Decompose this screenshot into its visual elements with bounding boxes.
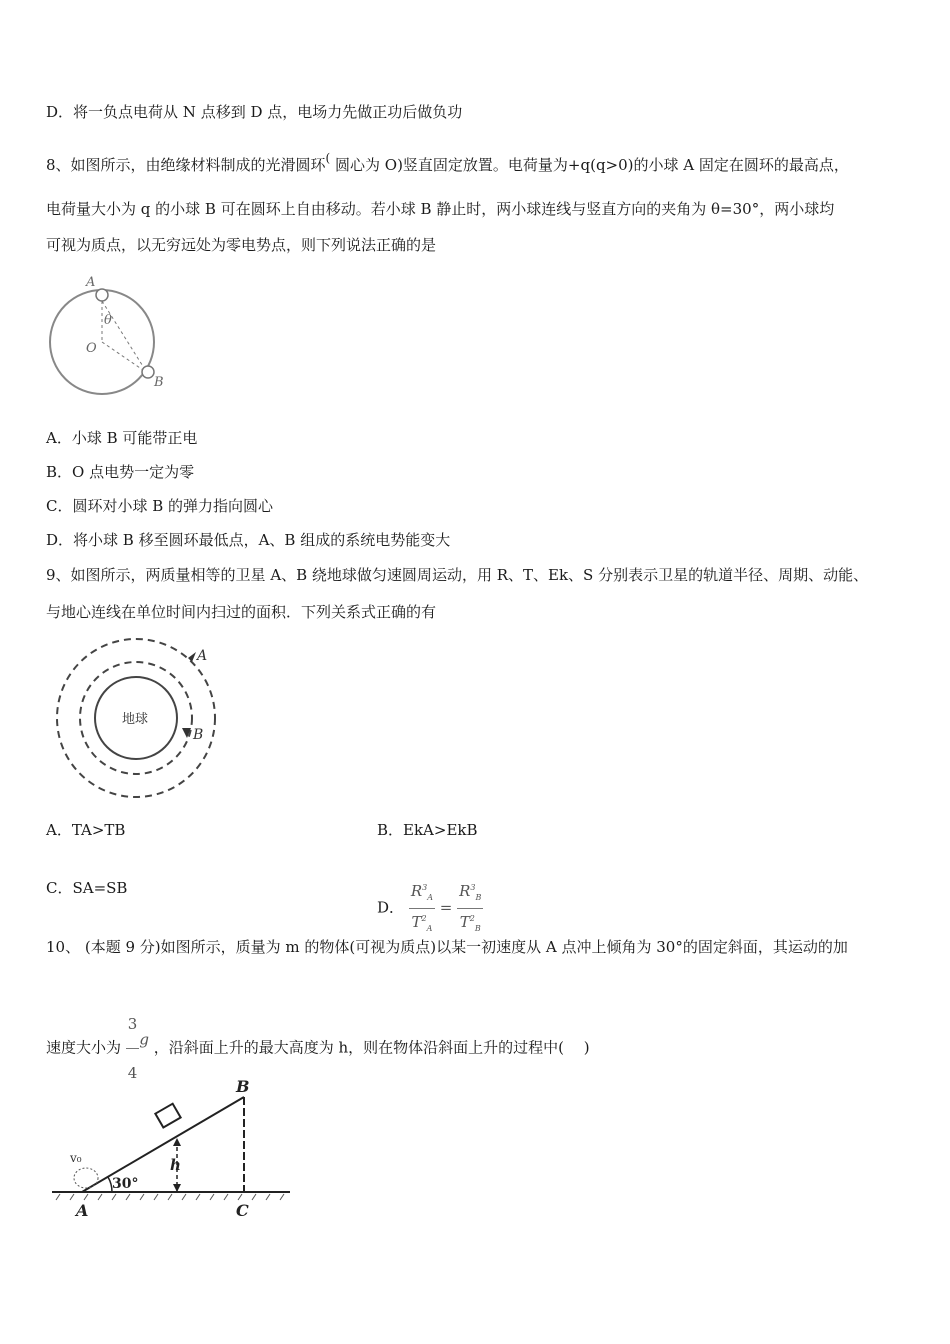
q8-stem-line-2: 电荷量大小为 q 的小球 B 可在圆环上自由移动。若小球 B 静止时，两小球连线与竖直方向的夹角为 θ=30°，两小球均 xyxy=(46,200,835,218)
q8-option-a: A．小球 B 可能带正电 xyxy=(46,429,198,447)
label-b: B xyxy=(193,727,204,743)
q9-stem-line-2: 与地心连线在单位时间内扫过的面积．下列关系式正确的有 xyxy=(46,603,437,621)
formula-left: $\frac{R^3_A}{T^2_A}$ xyxy=(409,878,435,939)
ball-a xyxy=(96,289,108,301)
q10-stem-line-1: 10、 (本题 9 分)如图所示，质量为 m 的物体(可视为质点)以某一初速度从 A 点冲上倾角为 30°的固定斜面，其运动的加 xyxy=(46,938,848,956)
q9-orbit-figure xyxy=(52,634,222,806)
start-blob xyxy=(74,1168,98,1188)
label-a: A xyxy=(197,648,208,664)
label-theta: θ xyxy=(104,313,112,328)
formula-right: $\frac{R^3_B}{T^2_B}$ xyxy=(457,878,483,939)
ab-dashed xyxy=(102,301,144,368)
q7-option-d: D．将一负点电荷从 N 点移到 D 点，电场力先做正功后做负功 xyxy=(46,103,463,121)
q8-stem-line-1: 8、如图所示，由绝缘材料制成的光滑圆环( 圆心为 O)竖直固定放置。电荷量为+q(q>0)的小球 A 固定在圆环的最高点， xyxy=(46,151,849,174)
q9-option-d: D． $\frac{R^3_A}{T^2_A}$ = $\frac{R^3_B}{T^2_B}$ xyxy=(377,878,483,939)
label-c: C xyxy=(236,1201,249,1220)
q9-option-b: B．EkA>EkB xyxy=(377,821,478,839)
block xyxy=(155,1104,180,1128)
q8-stem-line-3: 可视为质点，以无穷远处为零电势点，则下列说法正确的是 xyxy=(46,236,437,254)
q8-option-d: D．将小球 B 移至圆环最低点，A、B 组成的系统电势能变大 xyxy=(46,531,451,549)
label-b: B xyxy=(154,375,164,390)
q8-option-b: B．O 点电势一定为零 xyxy=(46,463,195,481)
q9-stem-line-1: 9、如图所示，两质量相等的卫星 A、B 绕地球做匀速圆周运动，用 R、T、Ek、S 分别表示卫星的轨道半径、周期、动能、 xyxy=(46,566,869,584)
q10-stem-line-2: 速度大小为 $\frac{3}{4}$ g ，沿斜面上升的最大高度为 h，则在物体沿斜面上升的过程中( ) xyxy=(46,1000,590,1097)
label-angle: 30° xyxy=(112,1176,139,1192)
label-a: A xyxy=(86,275,96,290)
ob-dashed xyxy=(102,342,143,370)
q9-option-c: C．SA=SB xyxy=(46,879,128,897)
ground-hatch xyxy=(56,1194,284,1200)
label-a: A xyxy=(76,1201,89,1220)
q9-option-a: A．TA>TB xyxy=(46,821,126,839)
label-v0: v₀ xyxy=(70,1151,82,1165)
label-h: h xyxy=(170,1156,181,1174)
label-b: B xyxy=(236,1077,250,1096)
accel-fraction: $\frac{3}{4}$ xyxy=(126,1000,140,1097)
q10-incline-figure xyxy=(50,1076,300,1226)
satellite-a-arrow xyxy=(188,652,196,662)
h-arrow-up xyxy=(173,1138,181,1146)
q8-ring-figure xyxy=(46,272,176,402)
earth-label: 地球 xyxy=(122,712,149,727)
q8-option-c: C．圆环对小球 B 的弹力指向圆心 xyxy=(46,497,274,515)
label-o: O xyxy=(86,341,97,356)
h-arrow-down xyxy=(173,1184,181,1192)
